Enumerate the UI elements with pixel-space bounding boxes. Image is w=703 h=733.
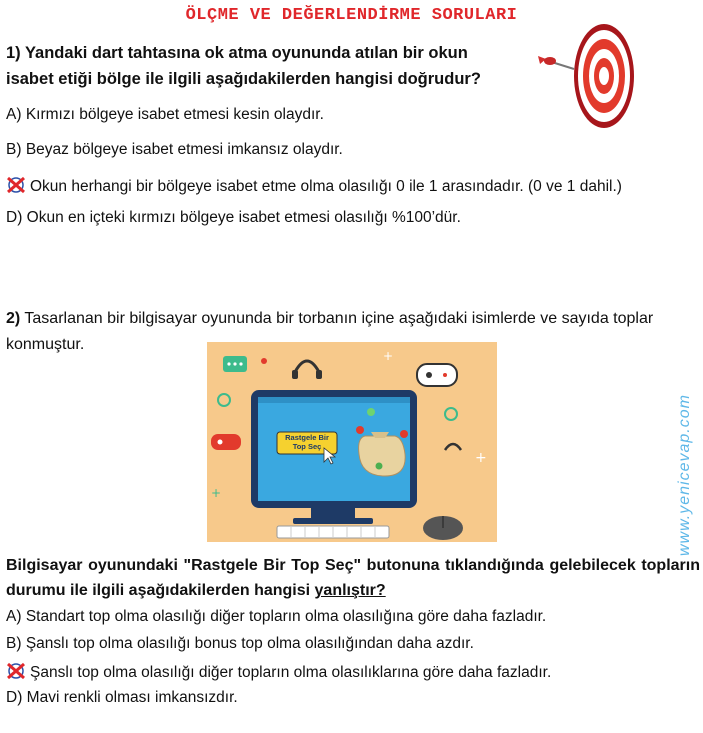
q2-option-a-text: Standart top olma olasılığı diğer topların olma olasılığına göre daha fazladır.: [25, 608, 547, 625]
svg-text:+: +: [383, 349, 394, 363]
svg-text:+: +: [475, 450, 487, 466]
question-2-prompt-emphasis: yanlıştır?: [314, 582, 386, 599]
q2-option-d-label: D): [6, 689, 23, 706]
q1-option-d-label: D): [6, 209, 23, 226]
q2-option-a-label: A): [6, 608, 22, 625]
q2-option-b-label: B): [6, 635, 22, 652]
dartboard-illustration: [534, 14, 634, 132]
q2-option-a[interactable]: [6, 608, 546, 626]
page-title: ÖLÇME VE DEĞERLENDİRME SORULARI: [185, 6, 518, 25]
random-ball-button-line1: Rastgele Bir: [285, 433, 329, 442]
watermark: www.yenicevap.com: [676, 394, 693, 556]
q1-option-a-text: Kırmızı bölgeye isabet etmesi kesin olaydır.: [25, 106, 324, 123]
q2-option-b-text: Şanslı top olma olasılığı bonus top olma olasılığından daha azdır.: [25, 635, 474, 652]
q2-option-c[interactable]: [6, 662, 551, 682]
q2-option-c-text: Şanslı top olma olasılığı diğer topların olma olasılıklarına göre daha fazladır.: [30, 664, 552, 681]
q1-option-c-text: Okun herhangi bir bölgeye isabet etme olma olasılığı 0 ile 1 arasındadır. (0 ve 1 dahil.): [30, 178, 622, 195]
q1-option-b-text: Beyaz bölgeye isabet etmesi imkansız olaydır.: [25, 141, 343, 158]
svg-text:+: +: [211, 486, 222, 500]
q2-option-b[interactable]: [6, 635, 474, 653]
q1-option-d[interactable]: [6, 209, 461, 227]
q1-option-a-label: A): [6, 106, 22, 123]
answer-cross-icon: [6, 662, 26, 680]
question-1-stem: 1) Yandaki dart tahtasına ok atma oyununda atılan bir okun isabet etiği bölge ile ilgili aşağıdakilerden hangisi doğrudur?: [6, 44, 481, 88]
q2-option-d-text: Mavi renkli olması imkansızdır.: [26, 689, 238, 706]
q2-option-d[interactable]: [6, 689, 238, 707]
question-2-number: 2): [6, 310, 21, 327]
random-ball-button-line2: Top Seç: [292, 442, 322, 451]
question-2-prompt: [6, 553, 700, 603]
question-2-stem-text: Tasarlanan bir bilgisayar oyununda bir torbanın içine aşağıdaki isimlerde ve sayıda toplar konmuştur.: [6, 310, 654, 353]
question-2-prompt-text: Bilgisayar oyunundaki "Rastgele Bir Top Seç" butonuna tıklandığında gelebilecek topların durumu ile ilgili aşağıdakilerden hangisi: [6, 557, 700, 599]
q1-option-b-label: B): [6, 141, 22, 158]
q1-option-b[interactable]: [6, 141, 343, 159]
answer-cross-icon: [6, 176, 26, 194]
random-ball-button[interactable]: [277, 433, 337, 451]
q1-option-a[interactable]: [6, 106, 324, 124]
computer-game-illustration: [207, 342, 497, 542]
q1-option-c[interactable]: [6, 176, 622, 196]
q1-option-d-text: Okun en içteki kırmızı bölgeye isabet etmesi olasılığı %100’dür.: [26, 209, 461, 226]
